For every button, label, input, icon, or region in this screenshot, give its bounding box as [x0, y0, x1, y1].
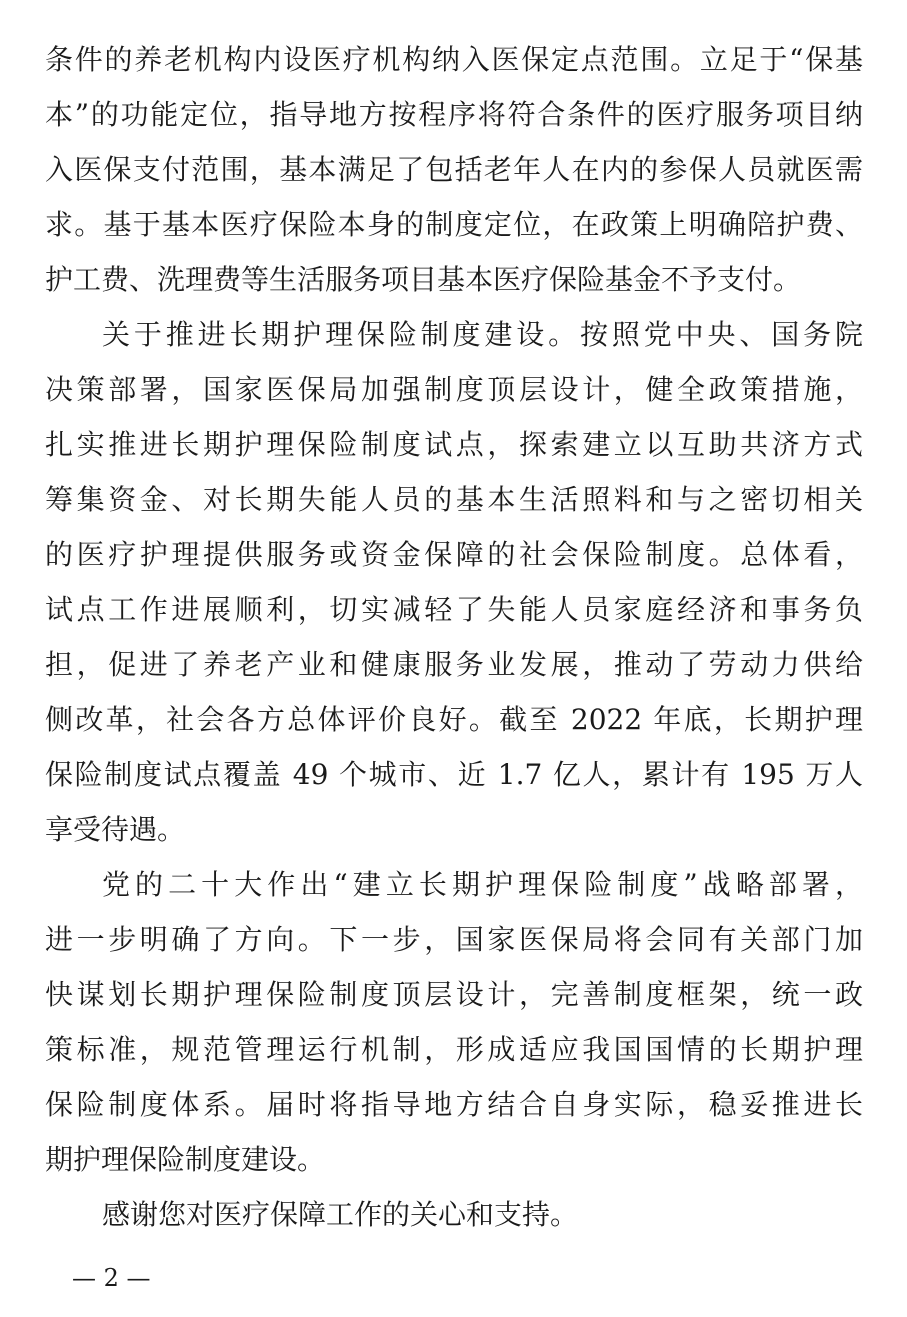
text-line: 入医保支付范围，基本满足了包括老年人在内的参保人员就医需 [45, 153, 863, 186]
paragraph-first-line: 党的二十大作出“建立长期护理保险制度”战略部署， [102, 868, 863, 901]
text-line: 保险制度试点覆盖 49 个城市、近 1.7 亿人，累计有 195 万人 [45, 758, 863, 791]
text-line: 护工费、洗理费等生活服务项目基本医疗保险基金不予支付。 [45, 263, 802, 296]
text-line: 扎实推进长期护理保险制度试点，探索建立以互助共济方式 [45, 428, 863, 461]
text-line: 享受待遇。 [45, 813, 186, 846]
text-line: 筹集资金、对长期失能人员的基本生活照料和与之密切相关 [45, 483, 863, 516]
paragraph-first-line: 关于推进长期护理保险制度建设。按照党中央、国务院 [102, 318, 863, 351]
text-line: 期护理保险制度建设。 [45, 1143, 326, 1176]
text-line: 求。基于基本医疗保险本身的制度定位，在政策上明确陪护费、 [45, 208, 863, 241]
text-line: 决策部署，国家医保局加强制度顶层设计，健全政策措施， [45, 373, 863, 406]
closing-line: 感谢您对医疗保障工作的关心和支持。 [102, 1198, 579, 1231]
text-line: 侧改革，社会各方总体评价良好。截至 2022 年底，长期护理 [45, 703, 863, 736]
text-line: 策标准，规范管理运行机制，形成适应我国国情的长期护理 [45, 1033, 863, 1066]
text-line: 保险制度体系。届时将指导地方结合自身实际，稳妥推进长 [45, 1088, 863, 1121]
text-line: 担，促进了养老产业和健康服务业发展，推动了劳动力供给 [45, 648, 863, 681]
page-number: — 2 — [72, 1264, 151, 1292]
text-line: 快谋划长期护理保险制度顶层设计，完善制度框架，统一政 [45, 978, 863, 1011]
text-line: 试点工作进展顺利，切实减轻了失能人员家庭经济和事务负 [45, 593, 863, 626]
text-line: 本”的功能定位，指导地方按程序将符合条件的医疗服务项目纳 [45, 98, 863, 131]
text-line: 条件的养老机构内设医疗机构纳入医保定点范围。立足于“保基 [45, 43, 863, 76]
text-line: 进一步明确了方向。下一步，国家医保局将会同有关部门加 [45, 923, 863, 956]
text-line: 的医疗护理提供服务或资金保障的社会保险制度。总体看， [45, 538, 863, 571]
